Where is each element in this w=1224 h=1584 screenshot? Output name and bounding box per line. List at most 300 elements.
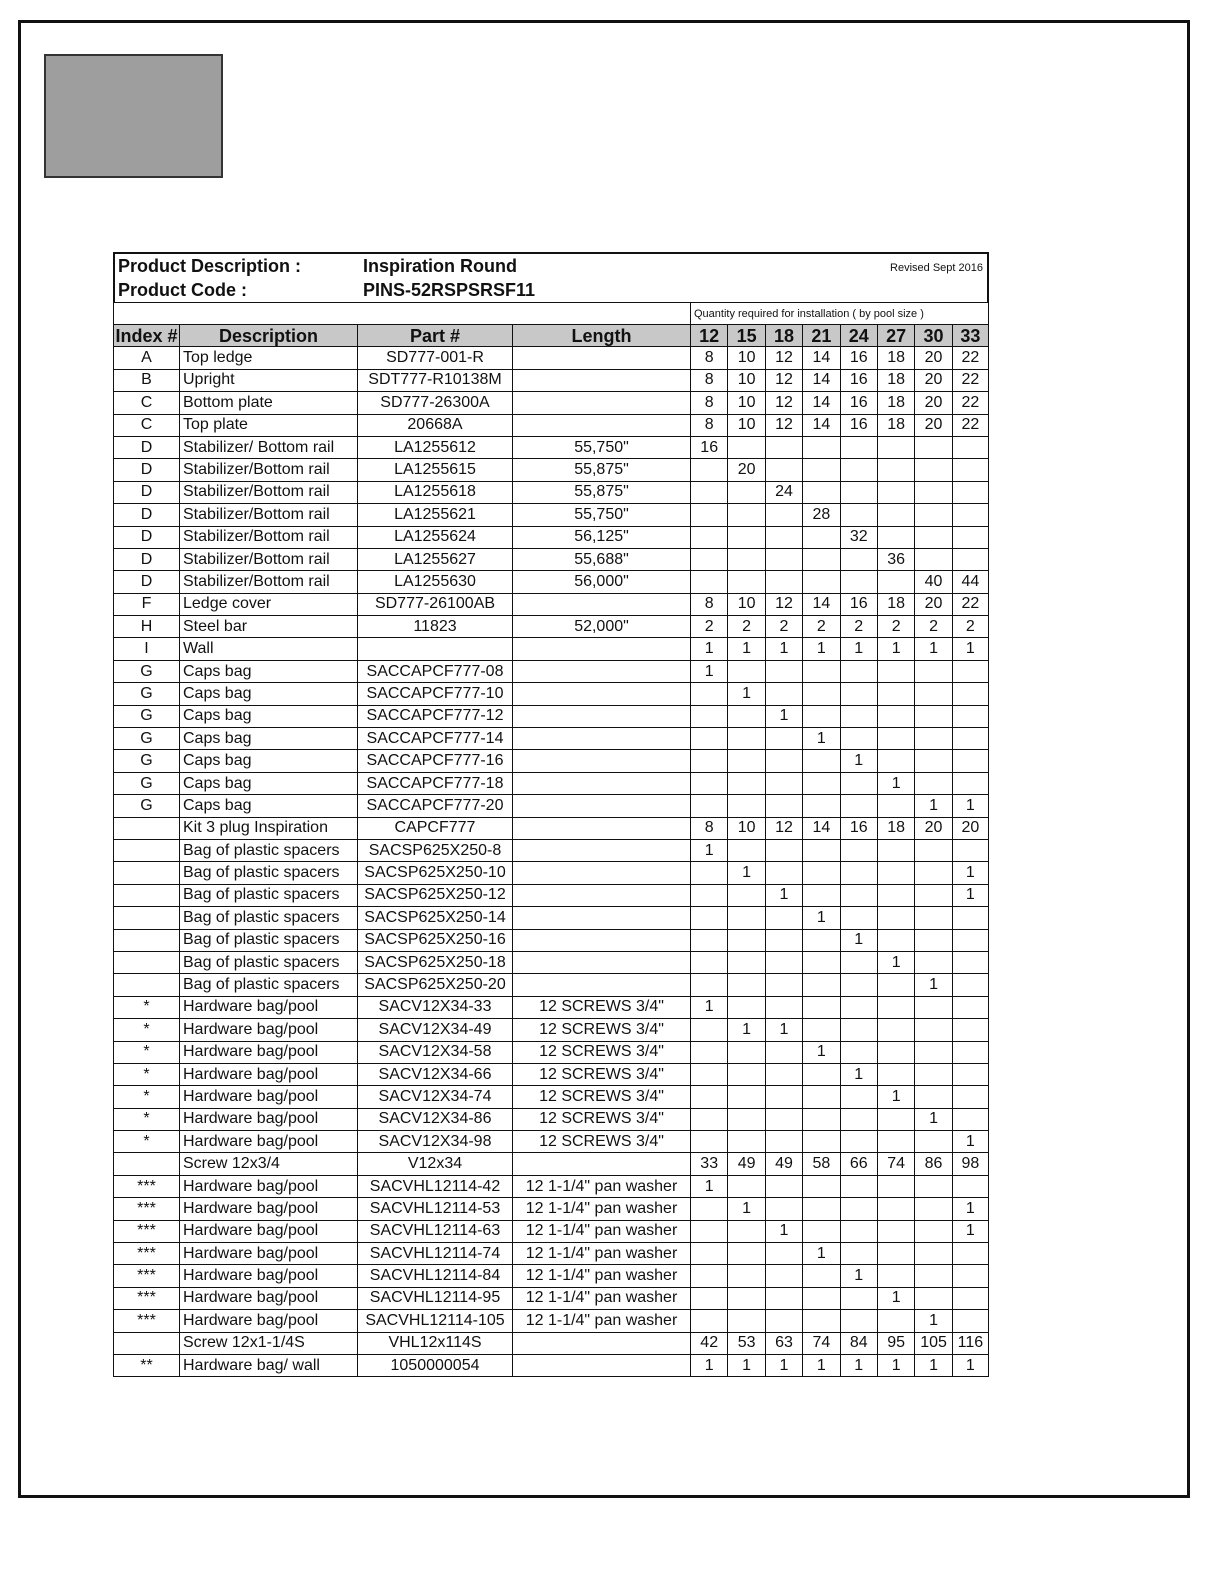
cell-quantity — [840, 907, 877, 929]
table-row — [114, 929, 989, 951]
cell-quantity: 1 — [840, 1265, 877, 1287]
cell-quantity: 16 — [840, 369, 877, 391]
quantity-caption: Quantity required for installation ( by pool size ) — [691, 303, 989, 325]
cell-quantity — [728, 1243, 765, 1265]
cell-quantity: 1 — [915, 1310, 952, 1332]
cell-quantity — [952, 951, 988, 973]
cell-quantity: 1 — [915, 638, 952, 660]
cell-description: Hardware bag/pool — [180, 1243, 358, 1265]
cell-quantity: 74 — [803, 1332, 840, 1354]
cell-part-number: 20668A — [358, 414, 513, 436]
col-description: Description — [180, 325, 358, 347]
col-size: 12 — [691, 325, 728, 347]
cell-part-number: SACSP625X250-18 — [358, 951, 513, 973]
cell-quantity — [840, 951, 877, 973]
cell-quantity — [840, 996, 877, 1018]
cell-length — [513, 907, 691, 929]
cell-length — [513, 414, 691, 436]
cell-quantity — [728, 660, 765, 682]
table-row — [114, 436, 989, 458]
cell-index: * — [114, 1041, 180, 1063]
cell-quantity — [691, 1220, 728, 1242]
cell-quantity — [840, 1175, 877, 1197]
cell-description: Bag of plastic spacers — [180, 951, 358, 973]
cell-length: 12 1-1/4" pan washer — [513, 1175, 691, 1197]
cell-part-number: LA1255621 — [358, 504, 513, 526]
cell-quantity — [691, 929, 728, 951]
cell-quantity — [840, 1041, 877, 1063]
cell-quantity: 1 — [952, 1220, 988, 1242]
cell-length: 55,750" — [513, 436, 691, 458]
table-row — [114, 795, 989, 817]
cell-index: * — [114, 996, 180, 1018]
cell-length — [513, 1332, 691, 1354]
cell-quantity — [952, 683, 988, 705]
cell-quantity: 1 — [952, 795, 988, 817]
cell-index: G — [114, 750, 180, 772]
cell-quantity — [840, 839, 877, 861]
cell-quantity — [840, 1086, 877, 1108]
cell-quantity — [728, 884, 765, 906]
cell-description: Caps bag — [180, 795, 358, 817]
cell-index: *** — [114, 1265, 180, 1287]
cell-description: Hardware bag/pool — [180, 1198, 358, 1220]
cell-length — [513, 369, 691, 391]
cell-quantity — [803, 683, 840, 705]
cell-quantity — [877, 907, 914, 929]
cell-quantity — [691, 974, 728, 996]
cell-description: Hardware bag/pool — [180, 1108, 358, 1130]
cell-description: Stabilizer/Bottom rail — [180, 459, 358, 481]
cell-quantity — [840, 1287, 877, 1309]
product-description-value: Inspiration Round — [363, 256, 517, 276]
cell-index — [114, 929, 180, 951]
cell-description: Steel bar — [180, 616, 358, 638]
cell-part-number: SACVHL12114-74 — [358, 1243, 513, 1265]
cell-index: *** — [114, 1220, 180, 1242]
cell-quantity: 2 — [728, 616, 765, 638]
cell-quantity — [765, 1265, 802, 1287]
cell-quantity: 16 — [840, 392, 877, 414]
cell-description: Hardware bag/pool — [180, 1175, 358, 1197]
cell-part-number: SACSP625X250-14 — [358, 907, 513, 929]
cell-quantity — [803, 1063, 840, 1085]
cell-length: 12 SCREWS 3/4" — [513, 1131, 691, 1153]
cell-quantity: 1 — [728, 1019, 765, 1041]
cell-quantity — [952, 1019, 988, 1041]
cell-quantity: 18 — [877, 414, 914, 436]
cell-quantity — [840, 504, 877, 526]
table-row — [114, 705, 989, 727]
cell-index: D — [114, 504, 180, 526]
cell-quantity: 1 — [803, 1243, 840, 1265]
cell-quantity — [765, 1063, 802, 1085]
cell-quantity: 1 — [728, 1354, 765, 1376]
cell-quantity: 1 — [765, 884, 802, 906]
cell-quantity — [952, 660, 988, 682]
cell-index: G — [114, 660, 180, 682]
cell-quantity — [877, 728, 914, 750]
cell-quantity: 20 — [952, 817, 988, 839]
cell-quantity: 32 — [840, 526, 877, 548]
cell-index: * — [114, 1086, 180, 1108]
cell-quantity: 1 — [840, 1354, 877, 1376]
cell-quantity: 1 — [915, 1108, 952, 1130]
cell-length: 55,750" — [513, 504, 691, 526]
cell-quantity — [803, 951, 840, 973]
cell-quantity — [728, 772, 765, 794]
table-row — [114, 951, 989, 973]
cell-quantity — [803, 996, 840, 1018]
cell-part-number: SACVHL12114-84 — [358, 1265, 513, 1287]
cell-quantity — [803, 526, 840, 548]
logo-placeholder — [44, 54, 223, 178]
cell-description: Stabilizer/Bottom rail — [180, 504, 358, 526]
cell-quantity: 1 — [952, 862, 988, 884]
cell-index: D — [114, 481, 180, 503]
cell-description: Caps bag — [180, 683, 358, 705]
cell-length — [513, 884, 691, 906]
table-row — [114, 1243, 989, 1265]
cell-part-number: SACCAPCF777-18 — [358, 772, 513, 794]
cell-quantity — [952, 705, 988, 727]
cell-quantity — [877, 1310, 914, 1332]
cell-length — [513, 392, 691, 414]
cell-quantity: 66 — [840, 1153, 877, 1175]
cell-quantity — [952, 750, 988, 772]
table-row — [114, 1063, 989, 1085]
cell-index: A — [114, 347, 180, 369]
cell-quantity — [728, 481, 765, 503]
cell-part-number: SACSP625X250-20 — [358, 974, 513, 996]
cell-length: 12 1-1/4" pan washer — [513, 1243, 691, 1265]
cell-quantity — [765, 1243, 802, 1265]
cell-index: G — [114, 728, 180, 750]
cell-part-number: SACCAPCF777-20 — [358, 795, 513, 817]
cell-quantity: 105 — [915, 1332, 952, 1354]
cell-quantity — [765, 1131, 802, 1153]
cell-part-number: SACCAPCF777-12 — [358, 705, 513, 727]
cell-description: Screw 12x1-1/4S — [180, 1332, 358, 1354]
cell-description: Hardware bag/pool — [180, 996, 358, 1018]
cell-quantity — [765, 929, 802, 951]
cell-quantity — [952, 929, 988, 951]
table-row — [114, 414, 989, 436]
cell-quantity: 63 — [765, 1332, 802, 1354]
cell-quantity: 12 — [765, 414, 802, 436]
cell-quantity: 1 — [877, 638, 914, 660]
cell-quantity — [691, 862, 728, 884]
cell-quantity — [877, 526, 914, 548]
cell-quantity — [728, 728, 765, 750]
cell-index: I — [114, 638, 180, 660]
cell-length: 12 SCREWS 3/4" — [513, 1086, 691, 1108]
cell-quantity — [728, 705, 765, 727]
cell-quantity: 8 — [691, 817, 728, 839]
cell-quantity — [915, 660, 952, 682]
cell-quantity — [915, 481, 952, 503]
cell-quantity — [691, 526, 728, 548]
cell-part-number: LA1255624 — [358, 526, 513, 548]
cell-quantity: 1 — [952, 884, 988, 906]
cell-index — [114, 974, 180, 996]
cell-quantity: 95 — [877, 1332, 914, 1354]
cell-quantity — [803, 1265, 840, 1287]
cell-quantity — [691, 1063, 728, 1085]
cell-quantity: 10 — [728, 392, 765, 414]
cell-quantity — [803, 929, 840, 951]
cell-quantity — [915, 1063, 952, 1085]
cell-description: Stabilizer/ Bottom rail — [180, 436, 358, 458]
cell-quantity: 1 — [952, 638, 988, 660]
table-row — [114, 459, 989, 481]
cell-description: Hardware bag/pool — [180, 1019, 358, 1041]
cell-quantity — [840, 1220, 877, 1242]
cell-quantity — [691, 548, 728, 570]
cell-quantity — [803, 1175, 840, 1197]
cell-quantity: 2 — [877, 616, 914, 638]
cell-quantity — [691, 683, 728, 705]
cell-index — [114, 1332, 180, 1354]
cell-length — [513, 929, 691, 951]
cell-quantity — [877, 683, 914, 705]
cell-quantity: 2 — [691, 616, 728, 638]
table-row — [114, 683, 989, 705]
table-row — [114, 1108, 989, 1130]
cell-quantity — [765, 862, 802, 884]
table-row — [114, 526, 989, 548]
cell-description: Caps bag — [180, 705, 358, 727]
table-row — [114, 750, 989, 772]
cell-quantity: 1 — [840, 638, 877, 660]
cell-quantity: 1 — [877, 1086, 914, 1108]
cell-quantity — [765, 996, 802, 1018]
cell-part-number: SACV12X34-58 — [358, 1041, 513, 1063]
cell-part-number: VHL12x114S — [358, 1332, 513, 1354]
cell-length — [513, 1153, 691, 1175]
cell-part-number: SACSP625X250-16 — [358, 929, 513, 951]
cell-quantity — [765, 571, 802, 593]
col-part: Part # — [358, 325, 513, 347]
cell-description: Top ledge — [180, 347, 358, 369]
product-code-label: Product Code : — [118, 280, 247, 300]
cell-quantity: 14 — [803, 593, 840, 615]
cell-index: *** — [114, 1287, 180, 1309]
cell-length: 55,875" — [513, 459, 691, 481]
cell-quantity — [877, 1063, 914, 1085]
cell-quantity — [840, 974, 877, 996]
cell-quantity — [765, 436, 802, 458]
product-description-label: Product Description : — [118, 256, 302, 276]
cell-description: Hardware bag/pool — [180, 1131, 358, 1153]
cell-index: D — [114, 526, 180, 548]
cell-length: 12 1-1/4" pan washer — [513, 1310, 691, 1332]
cell-part-number: SACV12X34-49 — [358, 1019, 513, 1041]
cell-quantity: 36 — [877, 548, 914, 570]
cell-part-number: SACCAPCF777-10 — [358, 683, 513, 705]
cell-part-number: SACSP625X250-12 — [358, 884, 513, 906]
cell-length: 55,875" — [513, 481, 691, 503]
cell-quantity — [915, 907, 952, 929]
cell-description: Caps bag — [180, 772, 358, 794]
cell-quantity: 1 — [765, 1019, 802, 1041]
cell-description: Hardware bag/pool — [180, 1265, 358, 1287]
cell-description: Bag of plastic spacers — [180, 884, 358, 906]
cell-quantity — [840, 571, 877, 593]
cell-quantity: 10 — [728, 369, 765, 391]
table-row — [114, 1310, 989, 1332]
cell-description: Bag of plastic spacers — [180, 974, 358, 996]
cell-index: *** — [114, 1198, 180, 1220]
cell-quantity — [915, 1131, 952, 1153]
cell-quantity: 20 — [915, 347, 952, 369]
cell-length: 52,000" — [513, 616, 691, 638]
cell-quantity — [803, 548, 840, 570]
cell-quantity — [840, 1198, 877, 1220]
cell-quantity — [765, 750, 802, 772]
cell-quantity — [728, 571, 765, 593]
cell-quantity — [691, 884, 728, 906]
cell-quantity — [803, 1220, 840, 1242]
table-row — [114, 1041, 989, 1063]
cell-quantity — [877, 660, 914, 682]
cell-description: Caps bag — [180, 750, 358, 772]
cell-part-number: SD777-001-R — [358, 347, 513, 369]
table-row — [114, 1019, 989, 1041]
cell-quantity — [877, 750, 914, 772]
cell-quantity: 12 — [765, 593, 802, 615]
cell-quantity — [728, 907, 765, 929]
cell-part-number — [358, 638, 513, 660]
cell-quantity — [728, 951, 765, 973]
cell-quantity: 1 — [765, 638, 802, 660]
cell-description: Hardware bag/pool — [180, 1086, 358, 1108]
cell-quantity: 20 — [915, 369, 952, 391]
cell-part-number: 1050000054 — [358, 1354, 513, 1376]
cell-quantity: 1 — [765, 1220, 802, 1242]
cell-description: Hardware bag/pool — [180, 1310, 358, 1332]
cell-quantity — [840, 884, 877, 906]
cell-quantity: 22 — [952, 392, 988, 414]
cell-quantity: 1 — [803, 907, 840, 929]
cell-quantity — [803, 795, 840, 817]
cell-quantity — [803, 436, 840, 458]
cell-quantity: 1 — [877, 1354, 914, 1376]
cell-index: G — [114, 683, 180, 705]
cell-quantity — [915, 1175, 952, 1197]
cell-quantity — [877, 571, 914, 593]
cell-description: Ledge cover — [180, 593, 358, 615]
table-row — [114, 1086, 989, 1108]
cell-length: 12 SCREWS 3/4" — [513, 1108, 691, 1130]
cell-quantity — [765, 772, 802, 794]
cell-quantity — [765, 526, 802, 548]
cell-quantity — [765, 839, 802, 861]
cell-quantity: 8 — [691, 347, 728, 369]
cell-quantity — [915, 929, 952, 951]
cell-index: * — [114, 1131, 180, 1153]
cell-quantity — [803, 1086, 840, 1108]
cell-quantity: 20 — [915, 817, 952, 839]
cell-quantity: 22 — [952, 593, 988, 615]
table-row — [114, 1198, 989, 1220]
cell-quantity — [877, 1198, 914, 1220]
cell-index — [114, 862, 180, 884]
table-row — [114, 593, 989, 615]
table-row — [114, 392, 989, 414]
cell-quantity — [915, 996, 952, 1018]
cell-quantity — [803, 1108, 840, 1130]
cell-length — [513, 1354, 691, 1376]
cell-part-number: LA1255630 — [358, 571, 513, 593]
cell-description: Bag of plastic spacers — [180, 839, 358, 861]
cell-quantity — [877, 839, 914, 861]
cell-quantity — [915, 548, 952, 570]
cell-quantity — [728, 1287, 765, 1309]
cell-quantity — [915, 951, 952, 973]
cell-part-number: SACV12X34-33 — [358, 996, 513, 1018]
cell-quantity — [952, 728, 988, 750]
table-row — [114, 907, 989, 929]
cell-index: G — [114, 705, 180, 727]
cell-quantity — [840, 1310, 877, 1332]
cell-quantity — [877, 996, 914, 1018]
cell-quantity: 2 — [952, 616, 988, 638]
table-row — [114, 839, 989, 861]
cell-index: ** — [114, 1354, 180, 1376]
cell-quantity — [691, 772, 728, 794]
cell-quantity — [952, 548, 988, 570]
cell-part-number: SACV12X34-86 — [358, 1108, 513, 1130]
cell-quantity: 10 — [728, 347, 765, 369]
cell-quantity — [728, 795, 765, 817]
cell-description: Hardware bag/ wall — [180, 1354, 358, 1376]
cell-quantity: 33 — [691, 1153, 728, 1175]
cell-quantity — [915, 1287, 952, 1309]
cell-quantity — [915, 459, 952, 481]
cell-index — [114, 951, 180, 973]
cell-quantity — [765, 1287, 802, 1309]
cell-quantity — [691, 1131, 728, 1153]
cell-quantity — [877, 459, 914, 481]
cell-quantity — [803, 862, 840, 884]
cell-quantity — [952, 1108, 988, 1130]
cell-quantity — [877, 1265, 914, 1287]
cell-quantity: 20 — [728, 459, 765, 481]
cell-quantity — [803, 772, 840, 794]
cell-quantity — [691, 750, 728, 772]
cell-quantity: 1 — [728, 862, 765, 884]
cell-quantity — [765, 1198, 802, 1220]
cell-length — [513, 347, 691, 369]
cell-quantity: 2 — [915, 616, 952, 638]
cell-part-number: LA1255615 — [358, 459, 513, 481]
cell-quantity — [877, 705, 914, 727]
cell-quantity — [915, 772, 952, 794]
cell-quantity — [728, 1086, 765, 1108]
cell-quantity: 2 — [803, 616, 840, 638]
cell-quantity: 20 — [915, 414, 952, 436]
cell-quantity — [915, 526, 952, 548]
cell-description: Top plate — [180, 414, 358, 436]
col-length: Length — [513, 325, 691, 347]
cell-quantity — [803, 481, 840, 503]
cell-quantity — [728, 1108, 765, 1130]
cell-description: Kit 3 plug Inspiration — [180, 817, 358, 839]
quantity-caption-row — [114, 303, 989, 325]
cell-index: G — [114, 795, 180, 817]
cell-quantity: 58 — [803, 1153, 840, 1175]
